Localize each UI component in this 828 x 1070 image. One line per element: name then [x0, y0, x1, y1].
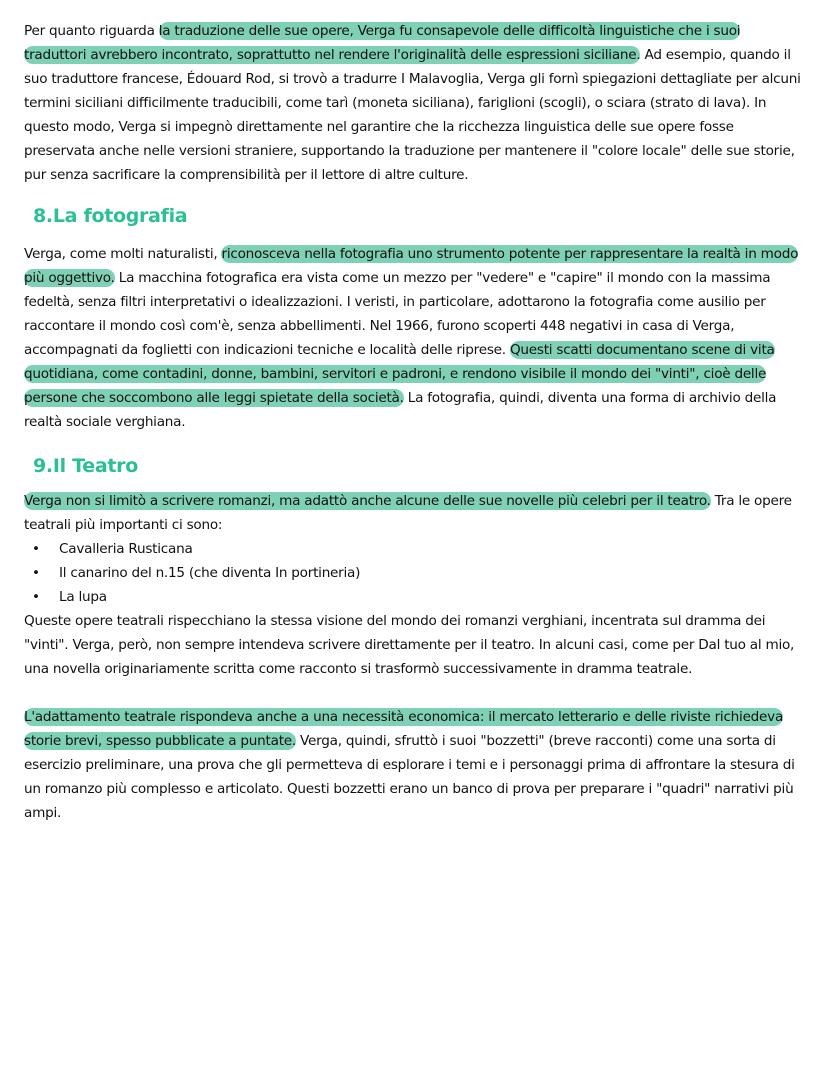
bullet-icon: • [32, 589, 40, 605]
intro-paragraph [24, 19, 804, 187]
list-item-label: La lupa [59, 589, 107, 605]
teatro-paragraph-2: Queste opere teatrali rispecchiano la stessa visione del mondo dei romanzi verghiani, incentrata sul dramma dei "vinti". Verga, però, non sempre intendeva scrivere direttamente per il teatro. In alcuni casi, come per Dal tuo al mio, una novella originariamente scritta come racconto si trasformò successivamente in dramma teatrale. [24, 613, 795, 677]
fotografia-text-1: Verga, come molti naturalisti, [24, 246, 222, 262]
list-item [24, 537, 804, 561]
intro-highlight-1: la traduzione delle sue opere, Verga fu consapevole delle difficoltà linguistiche che i suoi traduttori avrebbero incontrato, soprattutto nel rendere l'originalità delle espressioni siciliane. [24, 23, 741, 63]
teatro-text-3: Verga, quindi, sfruttò i suoi "bozzetti" (breve racconti) come una sorta di esercizio preliminare, una prova che gli permetteva di esplorare i temi e i personaggi prima di affrontare la stesura di un romanzo più complesso e articolato. Questi bozzetti erano un banco di prova per preparare i "quadri" narrativi più ampi. [24, 733, 795, 821]
list-item [24, 561, 804, 585]
section-heading-teatro: 9.Il Teatro [33, 455, 138, 477]
fotografia-highlight-2: Questi scatti documentano scene di vita quotidiana, come contadini, donne, bambini, servitori e padroni, e rendono visibile il mondo dei "vinti", cioè delle persone che soccombono alle leggi spietate della società. [24, 342, 775, 406]
list-item-label: Cavalleria Rusticana [59, 541, 193, 557]
list-item-label: Il canarino del n.15 (che diventa In portineria) [59, 565, 361, 581]
teatro-works-list [24, 537, 804, 609]
teatro-text-1: Tra le opere teatrali più importanti ci sono: [24, 493, 792, 533]
bullet-icon: • [32, 565, 40, 581]
intro-text-1: Per quanto riguarda [24, 23, 159, 39]
intro-text-2: Ad esempio, quando il suo traduttore francese, Édouard Rod, si trovò a tradurre I Malavoglia, Verga gli fornì spiegazioni dettagliate per alcuni termini siciliani difficilmente traducibili, come tarì (moneta siciliana), fariglioni (scogli), o sciara (strato di lava). In questo modo, Verga si impegnò direttamente nel garantire che la ricchezza linguistica delle sue opere fosse preservata anche nelle versioni straniere, supportando la traduzione per mantenere il "colore locale" delle sue storie, pur senza sacrificare la comprensibilità per il lettore di altre culture. [24, 47, 801, 183]
list-item [24, 585, 804, 609]
teatro-highlight-2: L'adattamento teatrale rispondeva anche a una necessità economica: il mercato letterario e delle riviste richiedeva storie brevi, spesso pubblicate a puntate. [24, 709, 784, 749]
bullet-icon: • [32, 541, 40, 557]
fotografia-paragraph [24, 242, 804, 434]
fotografia-highlight-1: riconosceva nella fotografia uno strumento potente per rappresentare la realtà in modo più oggettivo. [24, 246, 799, 286]
teatro-paragraph-3 [24, 705, 804, 825]
fotografia-text-3: La fotografia, quindi, diventa una forma di archivio della realtà sociale verghiana. [24, 390, 777, 430]
teatro-highlight-1: Verga non si limitò a scrivere romanzi, ma adattò anche alcune delle sue novelle più celebri per il teatro. [24, 493, 711, 509]
teatro-intro-paragraph [24, 489, 804, 537]
fotografia-text-2: La macchina fotografica era vista come un mezzo per "vedere" e "capire" il mondo con la massima fedeltà, senza filtri interpretativi o idealizzazioni. I veristi, in particolare, adottarono la fotografia come ausilio per raccontare il mondo così com'è, senza abbellimenti. Nel 1966, furono scoperti 448 negativi in casa di Verga, accompagnati da foglietti con indicazioni tecniche e località delle riprese. [24, 270, 771, 358]
section-heading-fotografia: 8.La fotografia [33, 205, 188, 227]
